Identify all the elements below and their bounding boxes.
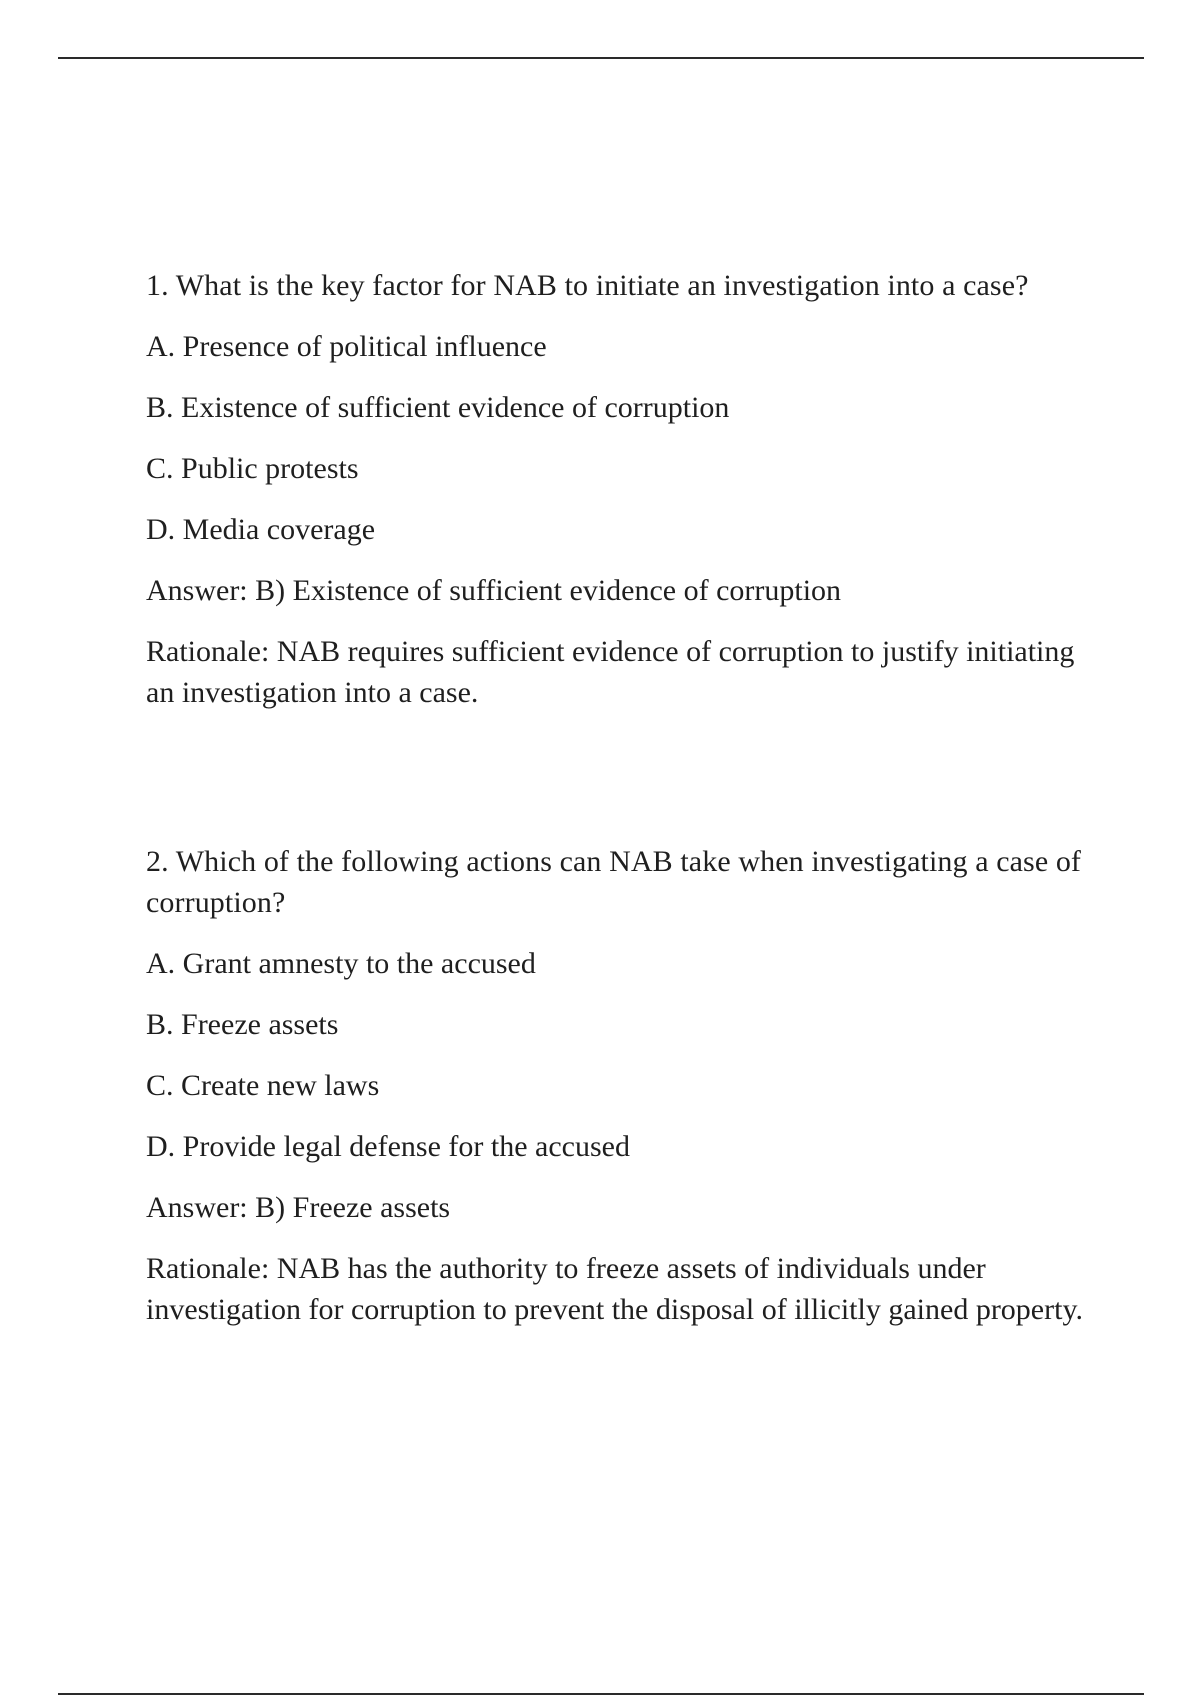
option-b: B. Existence of sufficient evidence of corruption [146,391,730,424]
answer: Answer: B) Existence of sufficient evidence of corruption [146,574,842,607]
answer: Answer: B) Freeze assets [146,1191,451,1224]
option-a: A. Presence of political influence [146,330,547,363]
question-2 [146,841,1086,1330]
question-stem: 1. What is the key factor for NAB to initiate an investigation into a case? [146,269,1029,302]
option-c: C. Public protests [146,452,359,485]
header-rule [58,57,1144,59]
option-d: D. Provide legal defense for the accused [146,1130,630,1163]
option-a: A. Grant amnesty to the accused [146,947,536,980]
footer-rule [58,1693,1144,1695]
option-d: D. Media coverage [146,513,376,546]
rationale: Rationale: NAB has the authority to freeze assets of individuals under investigation for corruption to prevent the disposal of illicitly gained property. [146,1252,1084,1326]
option-b: B. Freeze assets [146,1008,339,1041]
rationale: Rationale: NAB requires sufficient evidence of corruption to justify initiating an investigation into a case. [146,635,1075,709]
option-c: C. Create new laws [146,1069,380,1102]
question-stem: 2. Which of the following actions can NAB take when investigating a case of corruption? [146,845,1082,919]
question-1 [146,265,1086,713]
